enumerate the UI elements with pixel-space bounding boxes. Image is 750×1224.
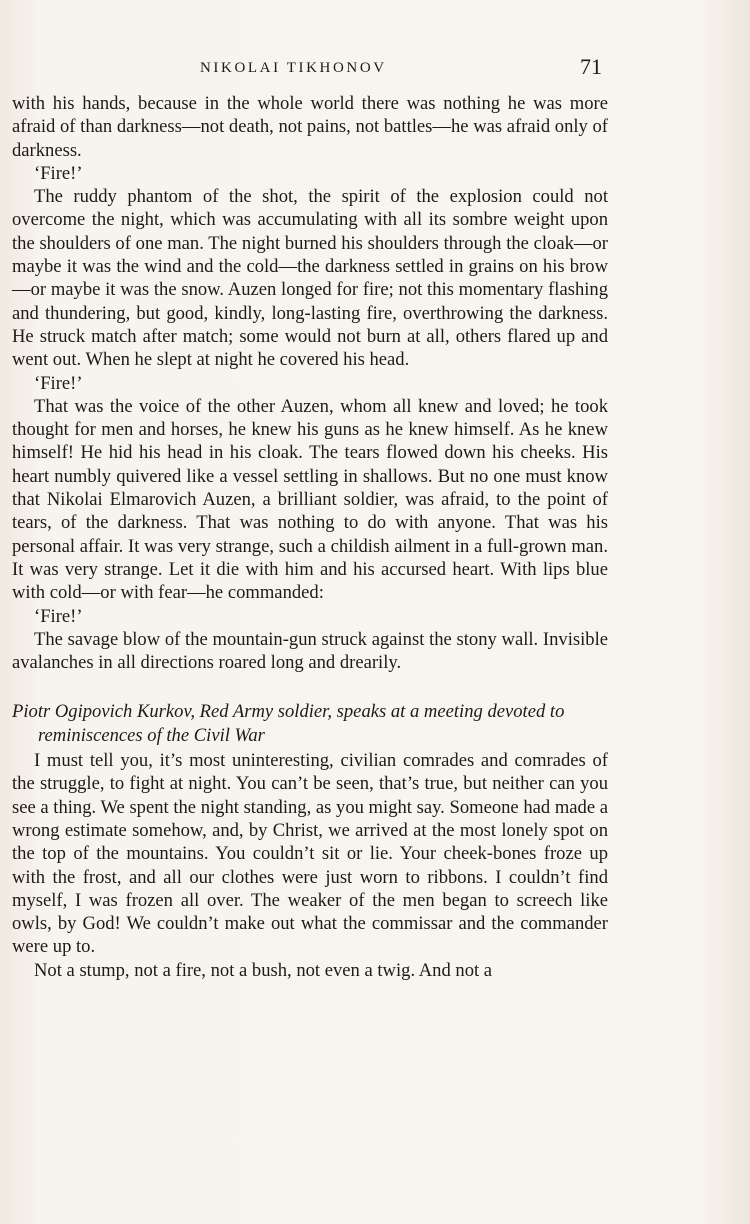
speaker-heading: Piotr Ogipovich Kurkov, Red Army soldier, speaks at a meeting devoted to reminiscences of the Civil War (12, 701, 565, 746)
page-header (12, 56, 602, 82)
paragraph: The savage blow of the mountain-gun struck against the stony wall. Invisible avalanches in all directions roared long and drearily. (12, 628, 608, 674)
running-head: NIKOLAI TIKHONOV (200, 60, 387, 76)
page-number: 71 (580, 54, 602, 79)
body-text (12, 92, 608, 982)
paragraph: The ruddy phantom of the shot, the spirit of the explosion could not overcome the night, which was accumulating with all its sombre weight upon the shoulders of one man. The night burned his shoulders through the cloak—or maybe it was the wind and the cold—the darkness settled in grains on his brow—or maybe it was the snow. Auzen longed for fire; not this momentary flashing and thundering, but good, kindly, long-lasting fire, overthrowing the darkness. He struck match after match; some would not burn at all, others flared up and went out. When he slept at night he covered his head. (12, 186, 608, 371)
paragraph: That was the voice of the other Auzen, whom all knew and loved; he took thought for men and horses, he knew his guns as he knew himself. As he knew himself! He hid his head in his cloak. The tears flowed down his cheeks. His heart numbly quivered like a vessel settling in shallows. But no one must know that Nikolai Elmarovich Auzen, a brilliant soldier, was afraid, to the point of tears, of the darkness. That was nothing to do with anyone. That was his personal affair. It was very strange, such a childish ailment in a full-grown man. It was very strange. Let it die with him and his accursed heart. With lips blue with cold—or with fear—he commanded: (12, 395, 608, 604)
exclamation-line: ‘Fire!’ (34, 162, 83, 184)
paragraph: I must tell you, it’s most uninteresting, civilian comrades and comrades of the struggle, to fight at night. You can’t be seen, that’s true, but neither can you see a thing. We spent the night standing, as you might say. Someone had made a wrong estimate somehow, and, by Christ, we arrived at the most lonely spot on the top of the mountains. You couldn’t sit or lie. Your cheek-bones froze up with the frost, and all our clothes were just worn to ribbons. I couldn’t find myself, I was frozen all over. The weaker of the men began to screech like owls, by God! We couldn’t make out what the commissar and the commander were up to. (12, 750, 608, 958)
paragraph: Not a stump, not a fire, not a bush, not even a twig. And not a (34, 959, 493, 981)
exclamation-line: ‘Fire!’ (34, 372, 83, 394)
paragraph: with his hands, because in the whole world there was nothing he was more afraid of than darkness—not death, not pains, not battles—he was afraid only of darkness. (12, 93, 608, 161)
exclamation-line: ‘Fire!’ (34, 605, 83, 627)
